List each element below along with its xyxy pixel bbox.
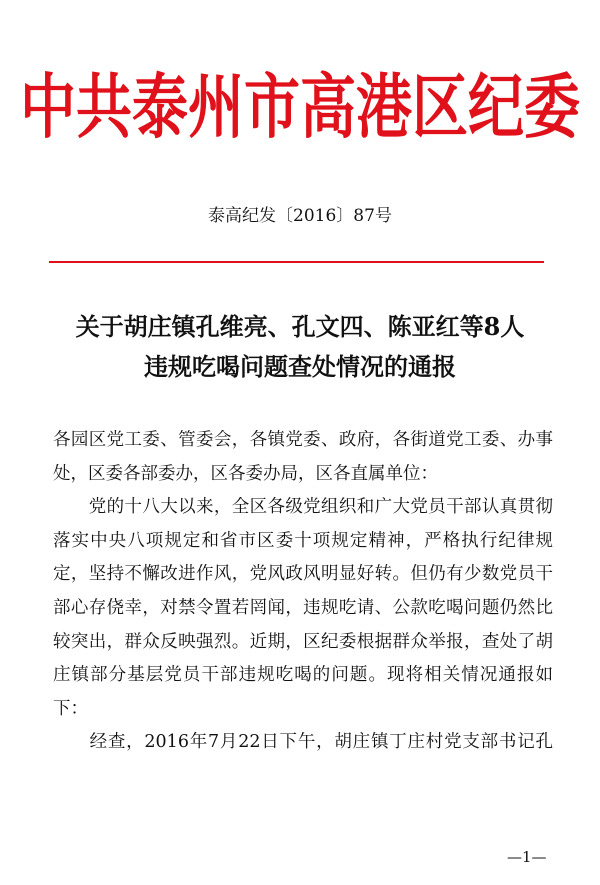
body-line-3: 党的十八大以来，全区各级党组织和广大党员干部认真贯彻: [53, 497, 553, 518]
document-title: [0, 307, 600, 387]
title-line-1: 关于胡庄镇孔维亮、孔文四、陈亚红等8人: [75, 312, 525, 341]
body-line-10: 经查，2016年7月22日下午，胡庄镇丁庄村党支部书记孔: [53, 732, 553, 753]
body-line-1: 各园区党工委、管委会，各镇党委、政府，各街道党工委、办事: [53, 430, 553, 450]
document-number: 泰高纪发〔2016〕87号: [208, 206, 392, 226]
body-line-2: 处，区委各部委办，区各委办局，区各直属单位：: [53, 463, 438, 484]
page-number: —1—: [507, 848, 547, 866]
body-line-9: 下：: [53, 698, 88, 719]
body-line-6: 部心存侥幸，对禁令置若罔闻，违规吃请、公款吃喝问题仍然比: [53, 597, 553, 618]
body-line-7: 较突出，群众反映强烈。近期，区纪委根据群众举报，查处了胡: [53, 631, 553, 652]
title-line-2: 违规吃喝问题查处情况的通报: [144, 352, 456, 381]
document-body: [53, 424, 553, 760]
body-line-8: 庄镇部分基层党员干部违规吃喝的问题。现将相关情况通报如: [53, 665, 553, 686]
masthead-title: 中共泰州市高港区纪委: [20, 65, 580, 149]
body-line-5: 定，坚持不懈改进作风，党风政风明显好转。但仍有少数党员干: [53, 564, 553, 585]
body-line-4: 落实中央八项规定和省市区委十项规定精神，严格执行纪律规: [53, 530, 553, 551]
red-divider-line: [49, 261, 544, 263]
